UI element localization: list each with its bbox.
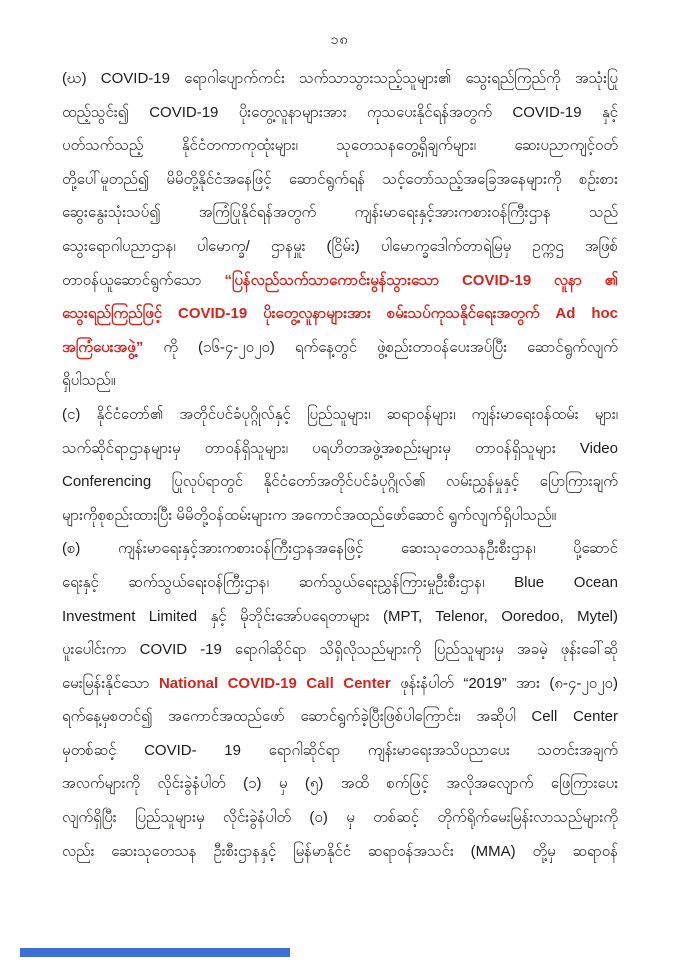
body-text: သက်ဆိုင်ရာဌာနများမှ တာဝန်ရှိသူများ၊ ပရဟိတအဖွဲ့အစည်းများမှ တာဝန်ရှိသူများ Video — [62, 439, 618, 457]
body-text: ဆွေးနွေးသုံးသပ်၍ အကြံပြုနိုင်ရန်အတွက် ကျန်းမာရေးနှင့်အားကစားဝန်ကြီးဌာန သည် — [62, 204, 618, 222]
body-text: (ဃ) COVID-19 ရောဂါပျောက်ကင်း သက်သာသွားသည့်သူများ၏ သွေးရည်ကြည်ကို အသုံးပြု — [62, 70, 618, 87]
highlighted-red-text: အကြံပေးအဖွဲ့” — [62, 338, 144, 356]
text-line — [62, 499, 618, 533]
highlighted-red-text: “ပြန်လည်သက်သာကောင်းမွန်သွားသော COVID-19 လူနာ ၏ — [224, 271, 618, 289]
text-line — [62, 331, 618, 365]
body-text: တို့ပေါ်မူတည်၍ မိမိတို့နိုင်ငံအနေဖြင့် ဆောင်ရွက်ရန် သင့်တော်သည့်အခြေအနေများကို စဉ်းစား — [62, 170, 618, 188]
body-text: ရေးနှင့် ဆက်သွယ်ရေးဝန်ကြီးဌာန၊ ဆက်သွယ်ရေးညွှန်ကြားမှုဦးစီးဌာန၊ Blue Ocean — [62, 573, 618, 591]
paragraph — [62, 532, 618, 868]
body-text: ပတ်သက်သည့် နိုင်ငံတကာကုထုံးများ၊ သုတေသနတွေ့ရှိချက်များ၊ ဆေးပညာကျင့်ဝတ် — [62, 137, 618, 155]
body-text: မေးမြန်းနိုင်သော — [62, 674, 159, 692]
text-line — [62, 62, 618, 96]
paragraph — [62, 62, 618, 398]
text-line — [62, 398, 618, 432]
text-line — [62, 566, 618, 600]
body-text: (င) နိုင်ငံတော်၏ အတိုင်ပင်ခံပုဂ္ဂိုလ်နှင့် ပြည်သူများ၊ ဆရာဝန်များ၊ ကျန်းမာရေးဝန်ထမ်း များ၊ — [62, 405, 618, 423]
highlighted-red-text: National COVID-19 Call Center — [158, 674, 391, 692]
highlighted-red-text: သွေးရည်ကြည်ဖြင့် COVID-19 ပိုးတွေ့လူနာများအား စမ်းသပ်ကုသနိုင်ရေးအတွက် Ad hoc — [62, 305, 618, 323]
text-line — [62, 801, 618, 835]
text-line — [62, 667, 618, 701]
blue-highlight-bar — [20, 948, 290, 957]
text-line — [62, 196, 618, 230]
text-line — [62, 129, 618, 163]
body-text: ရှိပါသည်။ — [62, 372, 116, 390]
body-text: အလက်များကို လိုင်းခွဲနံပါတ် (၁) မှ (၅) အထိ စက်ဖြင့် အလိုအလျောက် ဖြေကြားပေး — [62, 775, 618, 793]
body-text: ကို (၁၆-၄-၂၀၂၀) ရက်နေ့တွင် ဖွဲ့စည်းတာဝန်ပေးအပ်ပြီး ဆောင်ရွက်လျက် — [143, 338, 618, 356]
text-line — [62, 432, 618, 466]
body-text: မှတစ်ဆင့် COVID- 19 ရောဂါဆိုင်ရာ ကျန်းမာရေးအသိပညာပေး သတင်းအချက် — [62, 741, 618, 759]
body-text: Investment Limited နှင့် မိုဘိုင်းအော်ပရေတာများ (MPT, Telenor, Ooredoo, Mytel) — [62, 607, 618, 625]
body-text: (စ) ကျန်းမာရေးနှင့်အားကစားဝန်ကြီးဌာနအနေဖြင့် ဆေးသုတေသနဦးစီးဌာန၊ ပို့ဆောင် — [62, 540, 618, 558]
body-text: ရက်နေ့မှစတင်၍ အကောင်အထည်ဖော် ဆောင်ရွက်ခဲ့ပြီးဖြစ်ပါကြောင်း၊ အဆိုပါ Cell Center — [62, 708, 618, 726]
paragraph — [62, 398, 618, 532]
body-text: သွေးရောဂါပညာဌာန၊ ပါမောက္ခ/ ဌာနမှူး (ငြိမ်း) ပါမောက္ခဒေါက်တာရဲမြမှ ဥက္ကဌ အဖြစ် — [62, 237, 618, 255]
body-text: ထည့်သွင်း၍ COVID-19 ပိုးတွေ့လူနာများအား ကုသပေးနိုင်ရန်အတွက် COVID-19 နှင့် — [62, 103, 618, 121]
body-text: ဖုန်းနံပါတ် “2019” အား (၈-၄-၂၀၂၀) — [390, 674, 618, 692]
document-body — [62, 62, 618, 868]
text-line — [62, 835, 618, 869]
text-line — [62, 163, 618, 197]
text-line — [62, 264, 618, 298]
body-text: တာဝန်ယူဆောင်ရွက်သော — [62, 271, 225, 289]
text-line — [62, 532, 618, 566]
body-text: Conferencing ပြုလုပ်ရာတွင် နိုင်ငံတော်အတိုင်ပင်ခံပုဂ္ဂိုလ်၏ လမ်းညွှန်မှုနှင့် ပြောကြားချက် — [62, 473, 618, 491]
text-line — [62, 364, 618, 398]
text-line — [62, 633, 618, 667]
body-text: ပူးပေါင်းကာ COVID -19 ရောဂါဆိုင်ရာ သိရှိလိုသည်များကို ပြည်သူများမှ အခမဲ့ ဖုန်းခေါ်ဆို — [62, 641, 618, 659]
body-text: လျက်ရှိပြီး ပြည်သူများမှ လိုင်းခွဲနံပါတ် (၀) မှ တစ်ဆင့် တိုက်ရိုက်မေးမြန်းလာသည်များကို — [62, 809, 618, 827]
text-line — [62, 297, 618, 331]
text-line — [62, 767, 618, 801]
text-line — [62, 96, 618, 130]
text-line — [62, 465, 618, 499]
text-line — [62, 734, 618, 768]
text-line — [62, 230, 618, 264]
text-line — [62, 700, 618, 734]
text-line — [62, 600, 618, 634]
body-text: များကိုစုစည်းထားပြီး မိမိတို့ဝန်ထမ်းများက အကောင်အထည်ဖော်ဆောင် ရွက်လျက်ရှိပါသည်။ — [62, 506, 557, 524]
body-text: လည်း ဆေးသုတေသန ဦးစီးဌာနနှင့် မြန်မာနိုင်ငံ ဆရာဝန်အသင်း (MMA) တို့မှ ဆရာဝန် — [62, 842, 618, 860]
page-number: ၁၈ — [330, 31, 349, 47]
